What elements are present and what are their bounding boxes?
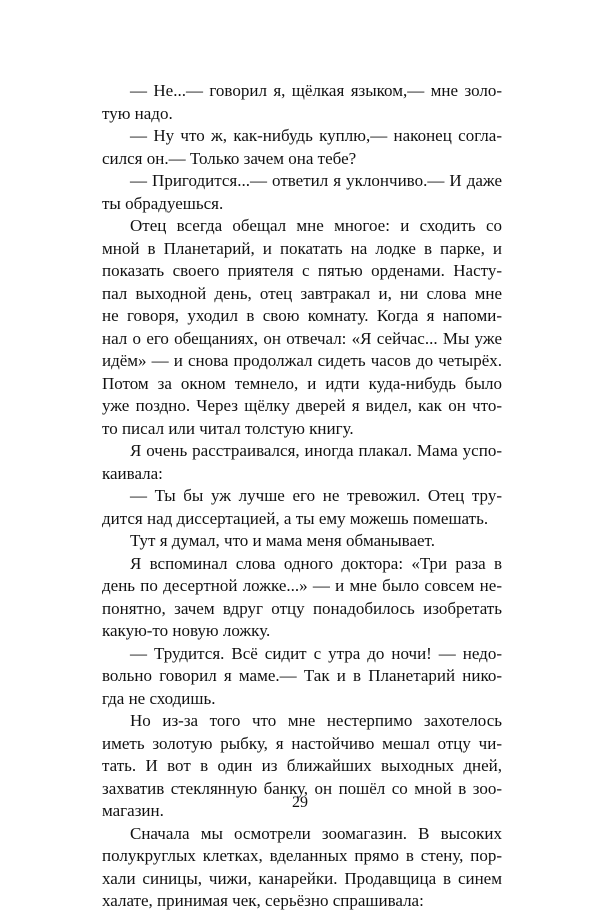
text-line: хали синицы, чижи, канарейки. Продавщица в синем bbox=[102, 868, 502, 888]
text-line: день по десертной ложке...» — и мне было совсем не- bbox=[102, 576, 502, 595]
text-line: захватив стеклянную банку, он пошёл со мной в зоо- bbox=[102, 778, 502, 798]
text-line: Сначала мы осмотрели зоомагазин. В высоких bbox=[130, 823, 502, 843]
text-line: — Ну что ж, как-нибудь куплю,— наконец согла- bbox=[130, 126, 502, 145]
text-line: не говоря, уходил в свою комнату. Когда я напоми- bbox=[102, 306, 502, 325]
text-line: Я вспоминал слова одного доктора: «Три раза в bbox=[130, 553, 502, 573]
text-line: сился он.— Только зачем она тебе? bbox=[102, 148, 357, 168]
text-line: ты обрадуешься. bbox=[102, 193, 224, 213]
text-line: каивала: bbox=[102, 463, 163, 483]
text-line: тую надо. bbox=[102, 103, 173, 123]
text-line: Но из-за того что мне нестерпимо захотелось bbox=[130, 711, 502, 730]
text-line: Я очень расстраивался, иногда плакал. Мама успо- bbox=[130, 441, 502, 460]
text-line: — Пригодится...— ответил я уклончиво.— И даже bbox=[130, 171, 502, 190]
text-line: то писал или читал толстую книгу. bbox=[102, 418, 354, 438]
text-line: тать. И вот в один из ближайших выходных дней, bbox=[102, 756, 502, 775]
text-line: уже поздно. Через щёлку дверей я видел, как он что- bbox=[102, 396, 502, 415]
text-line: гда не сходишь. bbox=[102, 688, 216, 708]
text-line: полукруглых клетках, вделанных прямо в стену, пор- bbox=[102, 846, 502, 865]
text-line: иметь золотую рыбку, я настойчиво мешал отцу чи- bbox=[102, 733, 502, 753]
text-line: мной в Планетарий, и покатать на лодке в парке, и bbox=[102, 238, 502, 258]
text-line: халате, принимая чек, серьёзно спрашивала: bbox=[102, 891, 424, 910]
text-line: дится над диссертацией, а ты ему можешь помешать. bbox=[102, 508, 489, 528]
text-line: Потом за окном темнело, и идти куда-нибудь было bbox=[102, 373, 502, 393]
text-line: понятно, зачем вдруг отцу понадобилось изобретать bbox=[102, 598, 502, 618]
body-text bbox=[102, 80, 502, 913]
text-line: — Ты бы уж лучше его не тревожил. Отец тру- bbox=[130, 486, 502, 505]
page-number: 29 bbox=[292, 794, 308, 811]
text-line: — Не...— говорил я, щёлкая языком,— мне золо- bbox=[130, 81, 502, 100]
text-line: Отец всегда обещал мне многое: и сходить со bbox=[130, 216, 502, 235]
text-line: вольно говорил я маме.— Так и в Планетарий нико- bbox=[102, 666, 502, 685]
text-line: идём» — и снова продолжал сидеть часов до четырёх. bbox=[102, 351, 502, 370]
text-line: показать своего приятеля с пятью орденами. Насту- bbox=[102, 261, 502, 280]
text-line: какую-то новую ложку. bbox=[102, 621, 271, 640]
text-line: пал выходной день, отец завтракал и, ни слова мне bbox=[102, 283, 502, 303]
text-line: магазин. bbox=[102, 801, 164, 820]
text-line: Тут я думал, что и мама меня обманывает. bbox=[130, 531, 435, 550]
text-line: нал о его обещаниях, он отвечал: «Я сейчас... Мы уже bbox=[102, 328, 502, 348]
text-line: — Трудится. Всё сидит с утра до ночи! — недо- bbox=[130, 643, 502, 663]
